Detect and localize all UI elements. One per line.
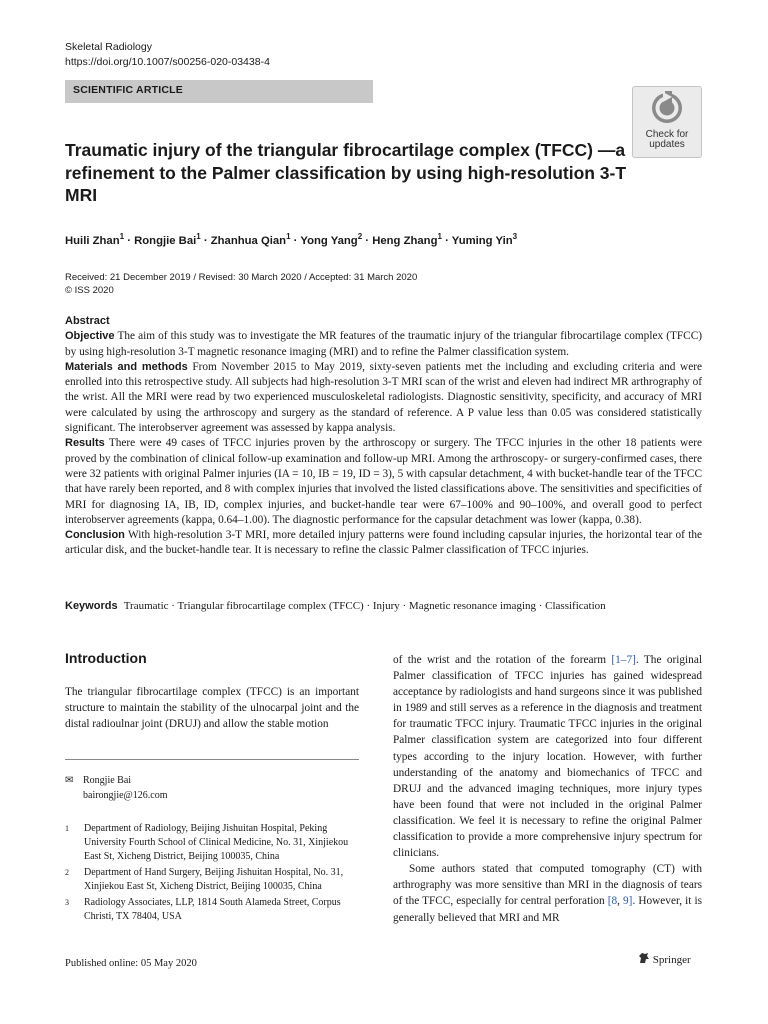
citation-link[interactable]: [1–7] — [611, 654, 636, 666]
check-updates-line1: Check for — [645, 129, 689, 140]
article-type-band — [65, 80, 373, 103]
history-dates: Received: 21 December 2019 / Revised: 30 March 2020 / Accepted: 31 March 2020 — [65, 272, 418, 283]
journal-name: Skeletal Radiology — [65, 41, 152, 53]
copyright-notice: © ISS 2020 — [65, 285, 114, 296]
article-title: Traumatic injury of the triangular fibrocartilage complex (TFCC) —a refinement to the Palmer classification by using high-resolution 3-T MRI — [65, 140, 627, 205]
conclusion-text: With high-resolution 3-T MRI, more detailed injury patterns were found including capsular injuries, the horizontal tear of the articular disk, and the bucket-handle tear. It is necessary to refine the classic Palmer classification of TFCC injuries. — [65, 529, 702, 557]
introduction-heading: Introduction — [65, 650, 147, 666]
introduction-paragraph: The triangular fibrocartilage complex (TFCC) is an important structure to maintain the stability of the ulnocarpal joint and the distal radioulnar joint (DRUJ) and allow the stable motion — [65, 686, 359, 731]
conclusion-label: Conclusion — [65, 529, 125, 542]
affiliation-number: 2 — [65, 868, 69, 877]
author-list: Huili Zhan$^1$ · Rongjie Bai$^1$ · Zhanhua Qian$^1$ · Yong Yang$^2$ · Heng Zhang$^1$ · Yuming Yin$^3$ — [65, 232, 518, 247]
objective-label: Objective — [65, 330, 115, 343]
methods-label: Materials and methods — [65, 360, 188, 373]
published-online-date: Published online: 05 May 2020 — [65, 958, 197, 969]
author-name[interactable]: Zhanhua Qian — [210, 234, 287, 247]
author-name[interactable]: Heng Zhang — [372, 234, 438, 247]
publisher-name: Springer — [652, 954, 691, 966]
affiliation-text: Radiology Associates, LLP, 1814 South Alameda Street, Corpus Christi, TX 78404, USA — [84, 897, 341, 922]
check-updates-line2: updates — [649, 139, 685, 150]
results-label: Results — [65, 437, 105, 450]
article-dates — [65, 271, 417, 297]
author-affiliation-mark: 1 — [119, 232, 125, 241]
journal-header — [65, 40, 270, 70]
publisher-logo — [638, 952, 691, 966]
methods-text: From November 2015 to May 2019, sixty-seven patients met the including and excluding criteria and were enrolled into this retrospective study. All subjects had high-resolution 3-T MRI scan of the wrist and eleven had indirect MR arthrography of the wrist. All the MRI were read by two experienced musculoskeletal radiologists. Diagnostic sensitivity, specificity, and accuracy of MRI were calculated by using the arthroscopy and surgery as the standard of reference. A P value less than 0.05 was considered statistically significant. The interobserver agreement was assessed by kappa analysis. — [65, 360, 702, 435]
intro-text: of the wrist and the rotation of the forearm — [393, 654, 612, 666]
author-name[interactable]: Yong Yang — [300, 234, 358, 247]
keywords-line — [65, 600, 705, 612]
author-name[interactable]: Yuming Yin — [451, 234, 513, 247]
author-name[interactable]: Rongjie Bai — [134, 234, 197, 247]
envelope-icon: ✉ — [65, 775, 74, 786]
keywords-text: Traumatic · Triangular fibrocartilage complex (TFCC) · Injury · Magnetic resonance imaging · Classification — [123, 600, 606, 612]
citation-separator: , — [617, 895, 624, 908]
correspondence-name: Rongjie Bai — [83, 775, 132, 786]
correspondence-email[interactable]: bairongjie@126.com — [83, 790, 168, 801]
affiliation-text: Department of Radiology, Beijing Jishuitan Hospital, Peking University Fourth School of Clinical Medicine, No. 31, Xinjiekou East St, Xicheng District, Beijing 100035, China — [84, 823, 349, 862]
affiliation-item — [65, 866, 365, 894]
citation-link[interactable]: 9] — [623, 895, 633, 908]
springer-horse-icon — [638, 952, 650, 964]
citation-link[interactable]: [8 — [607, 895, 618, 908]
introduction-right-column — [393, 652, 702, 926]
keywords-label: Keywords — [65, 600, 118, 612]
affiliation-number: 1 — [65, 824, 69, 833]
affiliation-item — [65, 822, 365, 864]
footnote-divider — [65, 759, 359, 760]
author-affiliation-mark: 1 — [286, 232, 291, 241]
affiliation-item — [65, 896, 365, 924]
abstract-section — [65, 314, 702, 559]
intro-text: . The original Palmer classification of TFCC injuries has gained widespread acceptance by radiologists and hand surgeons since it was published in 1989 and still serves as a reference in the diagnosis and treatment for traumatic TFCC injury. Traumatic TFCC injuries in the original Palmer classification system are categorized into four different types according to the injury location. However, with further understanding of the anatomy and biomechanics of TFCC and DRUJ and the advanced imaging techniques, more injury types have been found that were not included in the original Palmer classification. We feel it is necessary to refine the original Palmer classification to provide a more comprehensive injury spectrum for clinicians. — [393, 654, 702, 860]
results-text: There were 49 cases of TFCC injuries proven by the arthroscopy or surgery. The TFCC injuries in the other 18 patients were proved by the combination of clinical follow-up examination and follow-up MRI. Among the arthroscopy- or surgery-confirmed cases, there were 32 patients with original Palmer injuries (IA = 10, IB = 19, ID = 3), 5 with capsular detachment, 4 with bucket-handle tear of the TFCC that have rarely been reported, and 8 with complex injuries that involved the listed classifications above. The sensitivities and specificities of MRI for diagnosing IA, IB, ID, complex injuries, and bucket-handle tear were 67–100% and 90–100%, and overall good to perfect interobserver agreements (kappa, 0.64–1.00). The diagnostic performance for the capsular detachment was lower (kappa, 0.38). — [65, 437, 703, 526]
correspondence-block — [65, 773, 167, 803]
check-updates-icon — [650, 91, 684, 125]
article-type-label: SCIENTIFIC ARTICLE — [73, 84, 183, 96]
affiliation-number: 3 — [65, 898, 69, 907]
affiliation-text: Department of Hand Surgery, Beijing Jishuitan Hospital, No. 31, Xinjiekou East St, Xicheng District, Beijing 100035, China — [84, 867, 344, 892]
author-affiliation-mark: 2 — [357, 232, 363, 241]
intro-text: . However, it is generally believed that MRI and MR — [393, 895, 703, 924]
author-name[interactable]: Huili Zhan — [65, 234, 120, 247]
abstract-heading: Abstract — [65, 315, 110, 327]
intro-text: Some authors stated that computed tomography (CT) with arthrography was more sensitive than MRI in the diagnosis of tears of the TFCC, especially for central perforation — [393, 863, 702, 908]
author-affiliation-mark: 3 — [512, 232, 518, 241]
author-affiliation-mark: 1 — [196, 232, 201, 241]
doi-link[interactable]: https://doi.org/10.1007/s00256-020-03438-4 — [65, 56, 270, 68]
objective-text: The aim of this study was to investigate the MR features of the traumatic injury of the triangular fibrocartilage complex (TFCC) by using high-resolution 3-T magnetic resonance imaging (MRI) and to refine the Palmer classification system. — [65, 330, 703, 358]
author-affiliation-mark: 1 — [437, 232, 442, 241]
